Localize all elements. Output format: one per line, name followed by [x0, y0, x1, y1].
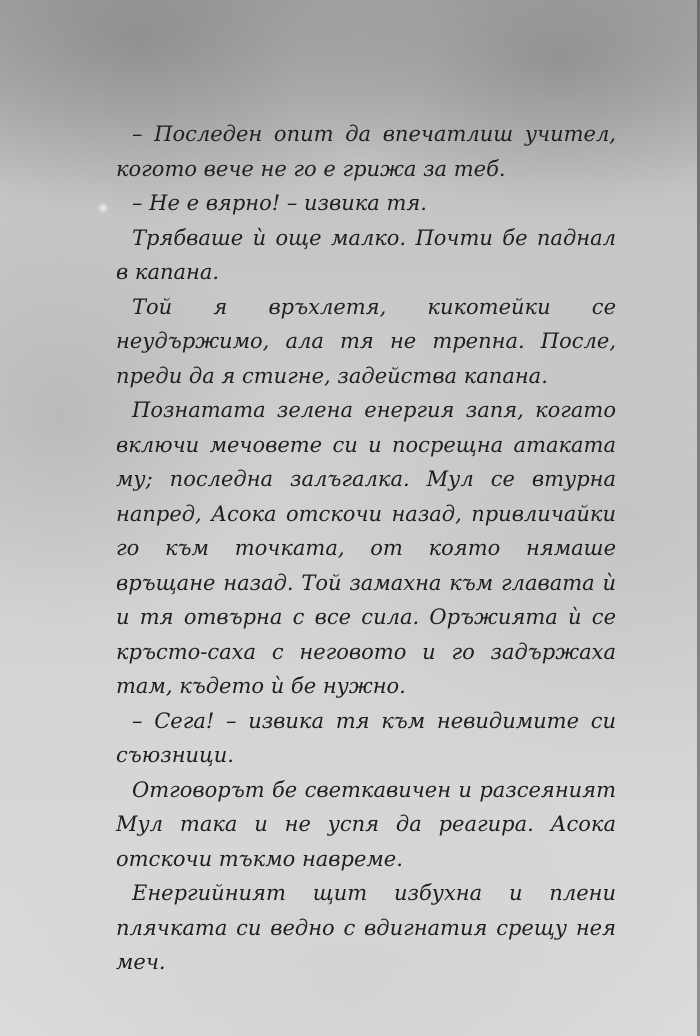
- body-text: [116, 117, 616, 980]
- paragraph: Отговорът бе светкавичен и разсеяният Мул така и не успя да реагира. Асока отскочи тъкмо навреме.: [116, 777, 616, 871]
- paragraph: Трябваше ѝ още малко. Почти бе паднал в капана.: [116, 225, 616, 284]
- paragraph: – Последен опит да впечатлиш учител, когото вече не го е грижа за теб.: [116, 122, 616, 181]
- paragraph: Познатата зелена енергия запя, когато включи мечовете си и посрещна атаката му; последна залъгалка. Мул се втурна напред, Асока отскочи назад, привличайки го към точката, от която нямаше връщане назад. Той замахна към главата ѝ и тя отвърна с все сила. Оръжията ѝ се кръсто-саха с неговото и го задържаха там, където ѝ бе нужно.: [116, 398, 616, 698]
- paragraph: Той я връхлетя, кикотейки се неудържимо, ала тя не трепна. После, преди да я стигне, задейства капана.: [116, 294, 616, 388]
- paragraph: – Сега! – извика тя към невидимите си съюзници.: [116, 708, 616, 767]
- paragraph: – Не е вярно! – извика тя.: [132, 191, 427, 215]
- paragraph: Енергийният щит избухна и плени плячката си ведно с вдигнатия срещу нея меч.: [116, 881, 616, 974]
- paper-smudge: [98, 203, 108, 213]
